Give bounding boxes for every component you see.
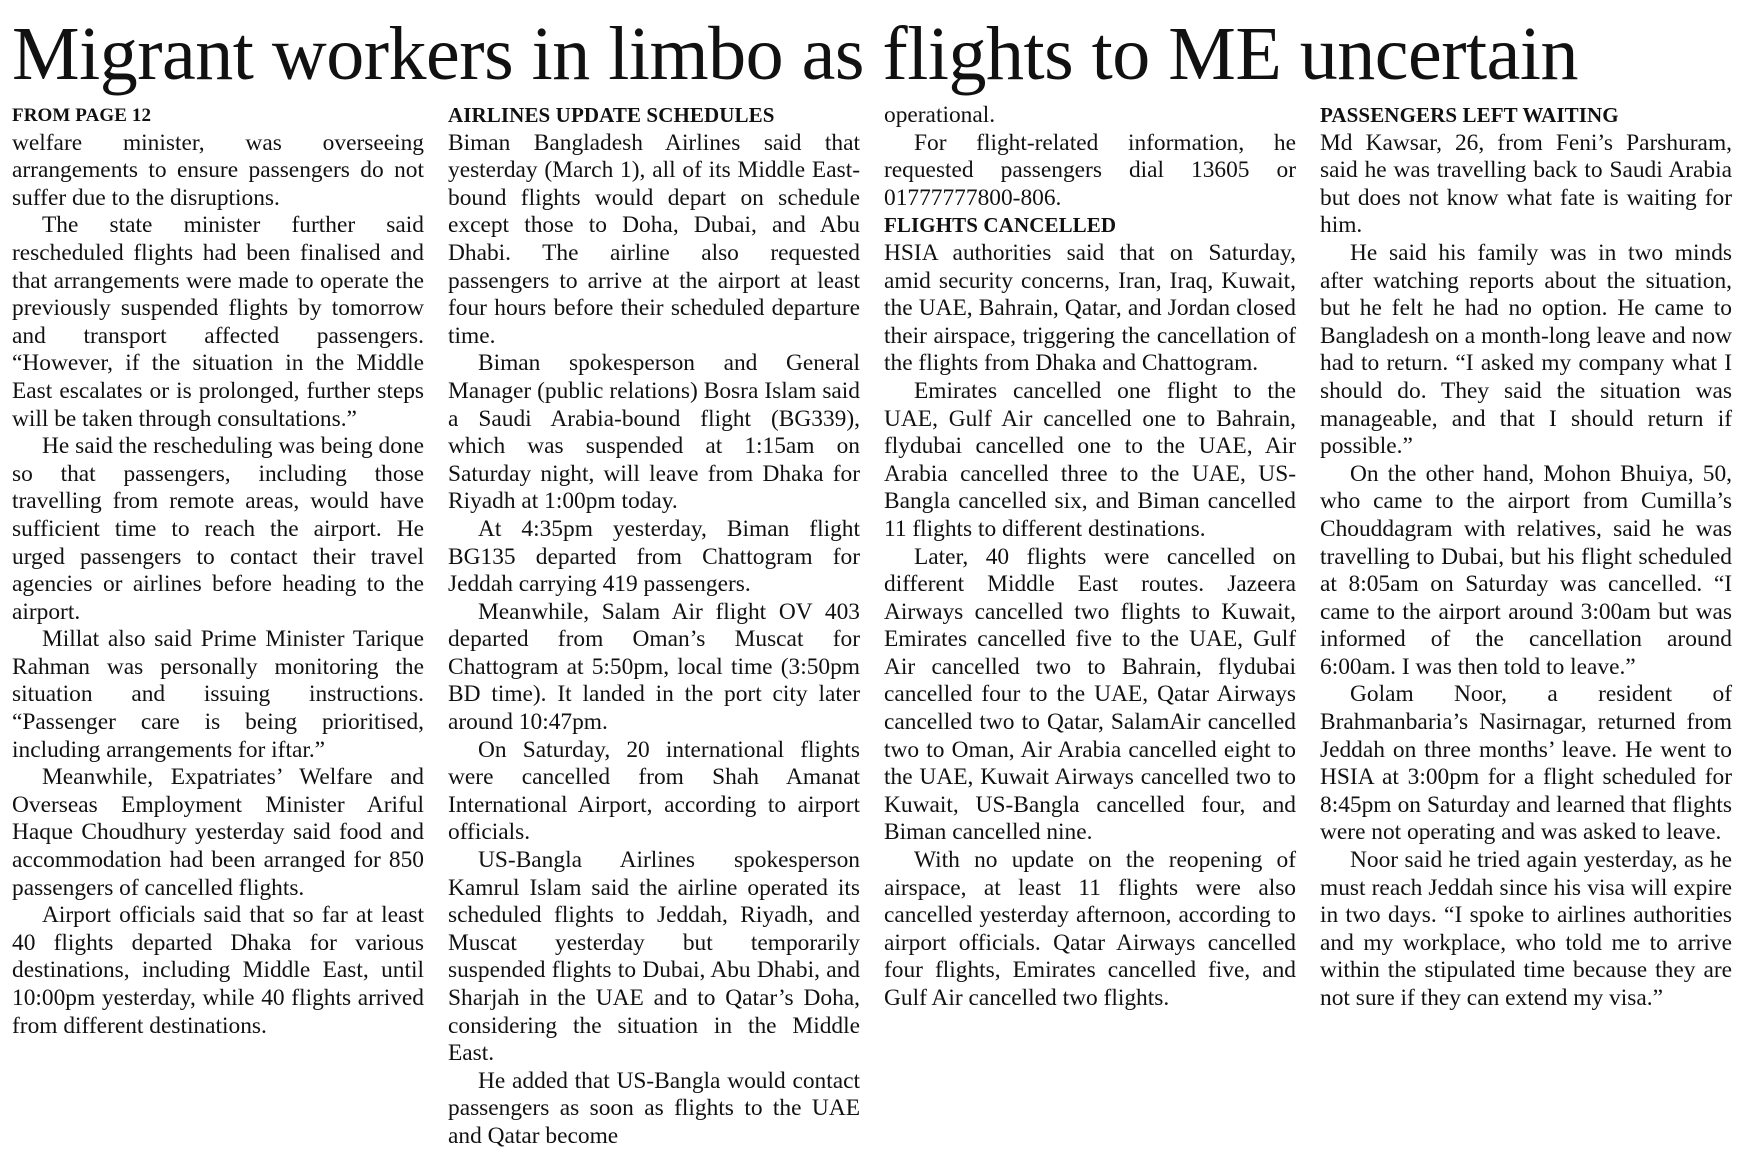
paragraph: On the other hand, Mohon Bhuiya, 50, who came to the airport from Cumilla’s Chouddagram with relatives, said he was travelling to Dubai, but his flight scheduled at 8:05am on Saturday was cancelled. “I came to the airport around 3:00am but was informed of the cancellation around 6:00am. I was then told to leave.” bbox=[1320, 460, 1732, 680]
paragraph: Later, 40 flights were cancelled on different Middle East routes. Jazeera Airways cancelled two flights to Kuwait, Emirates cancelled five to the UAE, Gulf Air cancelled two to Bahrain, flydubai cancelled four to the UAE, Qatar Airways cancelled two to Qatar, SalamAir cancelled two to Oman, Air Arabia cancelled eight to the UAE, Kuwait Airways cancelled two to Kuwait, US-Bangla cancelled four, and Biman cancelled nine. bbox=[884, 543, 1296, 846]
paragraph: He said his family was in two minds after watching reports about the situation, but he felt he had no option. He came to Bangladesh on a month-long leave and now had to return. “I asked my company what I should do. They said the situation was manageable, and that I should return if possible.” bbox=[1320, 239, 1732, 460]
section-subhead: PASSENGERS LEFT WAITING bbox=[1320, 103, 1619, 127]
paragraph: Golam Noor, a resident of Brahmanbaria’s Nasirnagar, returned from Jeddah on three months’ leave. He went to HSIA at 3:00pm for a flight scheduled for 8:45pm on Saturday and learned that flights were not operating and was asked to leave. bbox=[1320, 681, 1732, 846]
column-1 bbox=[12, 102, 424, 1151]
paragraph: US-Bangla Airlines spokesperson Kamrul Islam said the airline operated its scheduled flights to Jeddah, Riyadh, and Muscat yesterday but temporarily suspended flights to Dubai, Abu Dhabi, and Sharjah in the UAE and to Qatar’s Doha, considering the situation in the Middle East. bbox=[448, 847, 860, 1067]
headline: Migrant workers in limbo as flights to ME uncertain bbox=[12, 12, 1579, 96]
paragraph: For flight-related information, he requested passengers dial 13605 or 01777777800-806. bbox=[884, 129, 1296, 211]
paragraph: Airport officials said that so far at least 40 flights departed Dhaka for various destinations, including Middle East, until 10:00pm yesterday, while 40 flights arrived from different destinations. bbox=[12, 902, 424, 1039]
article-columns bbox=[12, 102, 1732, 1151]
paragraph: Meanwhile, Expatriates’ Welfare and Overseas Employment Minister Ariful Haque Choudhury yesterday said food and accommodation had been arranged for 850 passengers of cancelled flights. bbox=[12, 764, 424, 901]
section-subhead: AIRLINES UPDATE SCHEDULES bbox=[448, 103, 775, 127]
paragraph: With no update on the reopening of airspace, at least 11 flights were also cancelled yesterday afternoon, according to airport officials. Qatar Airways cancelled four flights, Emirates cancelled five, and Gulf Air cancelled two flights. bbox=[884, 847, 1296, 1011]
paragraph: Biman spokesperson and General Manager (public relations) Bosra Islam said a Saudi Arabia-bound flight (BG339), which was suspended at 1:15am on Saturday night, will leave from Dhaka for Riyadh at 1:00pm today. bbox=[448, 350, 860, 515]
paragraph: Emirates cancelled one flight to the UAE, Gulf Air cancelled one to Bahrain, flydubai cancelled one to the UAE, Air Arabia cancelled three to the UAE, US-Bangla cancelled six, and Biman cancelled 11 flights to different destinations. bbox=[884, 377, 1296, 542]
paragraph: Meanwhile, Salam Air flight OV 403 departed from Oman’s Muscat for Chattogram at 5:50pm, local time (3:50pm BD time). It landed in the port city later around 10:47pm. bbox=[448, 598, 860, 736]
paragraph: Noor said he tried again yesterday, as he must reach Jeddah since his visa will expire in two days. “I spoke to airlines authorities and my workplace, who told me to arrive within the stipulated time because they are not sure if they can extend my visa.” bbox=[1320, 847, 1732, 1011]
paragraph: He said the rescheduling was being done so that passengers, including those travelling from remote areas, would have sufficient time to reach the airport. He urged passengers to contact their travel agencies or airlines before heading to the airport. bbox=[12, 433, 424, 625]
paragraph: Md Kawsar, 26, from Feni’s Parshuram, said he was travelling back to Saudi Arabia but does not know what fate is waiting for him. bbox=[1320, 129, 1732, 239]
column-2 bbox=[448, 102, 860, 1151]
paragraph: Millat also said Prime Minister Tarique Rahman was personally monitoring the situation and issuing instructions. “Passenger care is being prioritised, including arrangements for iftar.” bbox=[12, 626, 424, 763]
paragraph: operational. bbox=[884, 102, 996, 128]
section-subhead: FLIGHTS CANCELLED bbox=[884, 213, 1117, 238]
paragraph: Biman Bangladesh Airlines said that yesterday (March 1), all of its Middle East-bound flights would depart on schedule except those to Doha, Dubai, and Abu Dhabi. The airline also requested passengers to arrive at the airport at least four hours before their scheduled departure time. bbox=[448, 129, 860, 349]
paragraph: The state minister further said rescheduled flights had been finalised and that arrangements were made to operate the previously suspended flights by tomorrow and transport affected passengers. “However, if the situation in the Middle East escalates or is prolonged, further steps will be taken through consultations.” bbox=[12, 212, 424, 432]
paragraph: He added that US-Bangla would contact passengers as soon as flights to the UAE and Qatar become bbox=[448, 1067, 860, 1149]
paragraph: On Saturday, 20 international flights were cancelled from Shah Amanat International Airport, according to airport officials. bbox=[448, 736, 860, 846]
column-3 bbox=[884, 102, 1296, 1151]
jump-line: FROM PAGE 12 bbox=[12, 105, 152, 126]
paragraph: HSIA authorities said that on Saturday, amid security concerns, Iran, Iraq, Kuwait, the UAE, Bahrain, Qatar, and Jordan closed their airspace, triggering the cancellation of the flights from Dhaka and Chattogram. bbox=[884, 239, 1296, 377]
paragraph: welfare minister, was overseeing arrangements to ensure passengers do not suffer due to the disruptions. bbox=[12, 129, 424, 211]
paragraph: At 4:35pm yesterday, Biman flight BG135 departed from Chattogram for Jeddah carrying 419 passengers. bbox=[448, 515, 860, 598]
column-4 bbox=[1320, 102, 1732, 1151]
